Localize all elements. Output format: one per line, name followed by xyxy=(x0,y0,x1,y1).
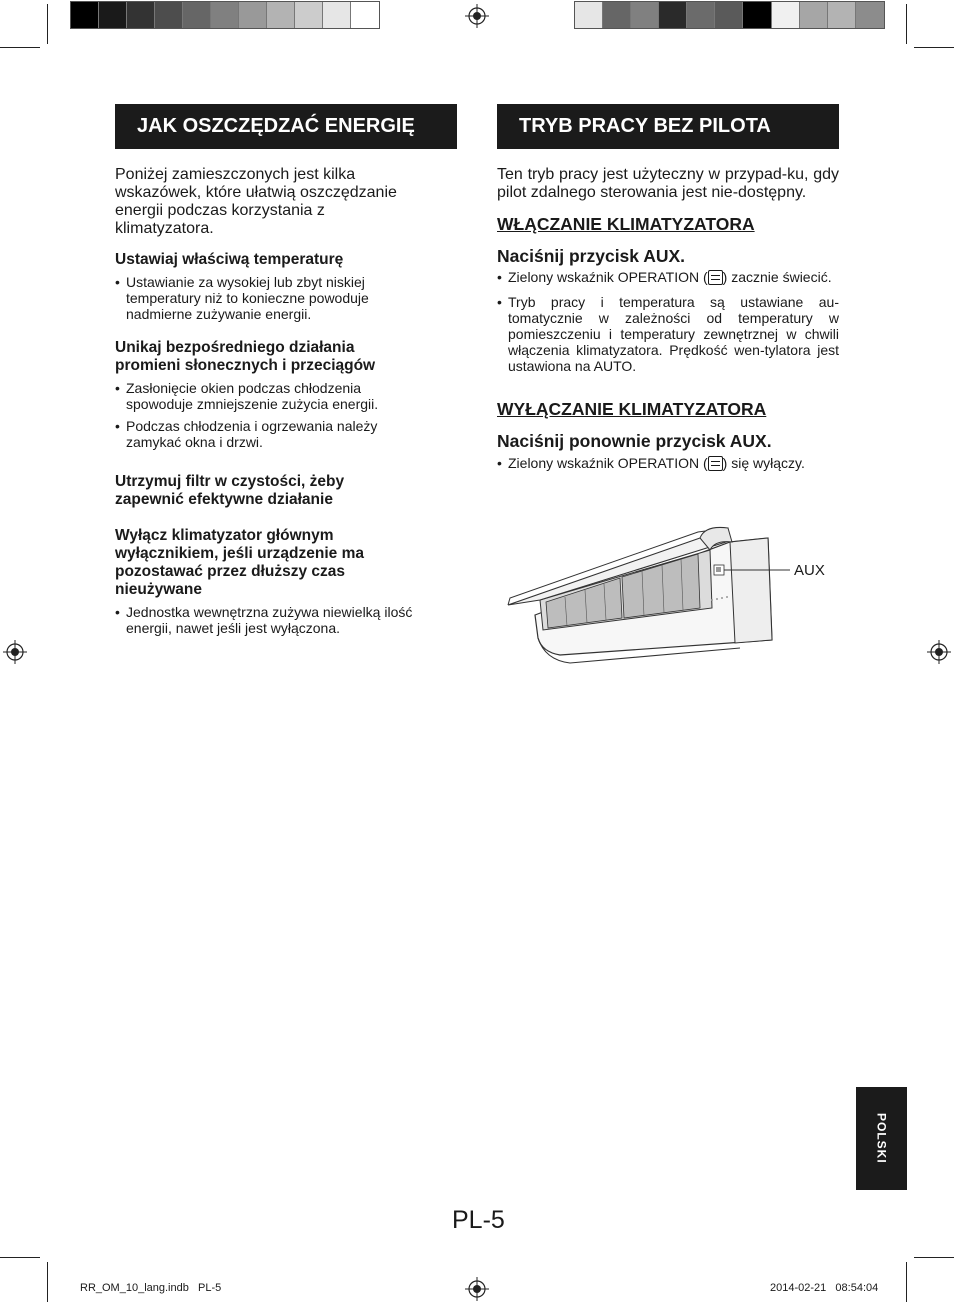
crop-mark xyxy=(914,47,954,48)
color-swatch xyxy=(631,2,659,28)
color-swatch xyxy=(772,2,800,28)
no-remote-mode-header: TRYB PRACY BEZ PILOTA xyxy=(497,104,839,149)
crop-mark xyxy=(0,1257,40,1258)
color-swatch xyxy=(687,2,715,28)
switch-on-heading: WŁĄCZANIE KLIMATYZATORA xyxy=(497,214,755,234)
crop-mark xyxy=(906,4,907,44)
energy-saving-section xyxy=(115,166,460,636)
color-swatch xyxy=(211,2,239,28)
color-swatch xyxy=(828,2,856,28)
crop-mark xyxy=(906,1262,907,1302)
color-swatch xyxy=(659,2,687,28)
color-swatch xyxy=(155,2,183,28)
color-swatch xyxy=(183,2,211,28)
color-swatch xyxy=(295,2,323,28)
footer-datetime: 2014-02-21 08:54:04 xyxy=(770,1282,879,1294)
registration-mark-icon xyxy=(465,1277,489,1301)
operation-indicator-icon xyxy=(708,456,723,471)
color-bar-right xyxy=(574,1,885,29)
registration-mark-icon xyxy=(927,640,951,664)
switch-on-instruction: Naciśnij przycisk AUX. xyxy=(497,246,686,266)
page-number: PL-5 xyxy=(452,1206,505,1234)
no-remote-intro: Ten tryb pracy jest użyteczny w przypad-ku, gdy pilot zdalnego sterowania jest nie-dostępny. xyxy=(497,166,839,201)
color-swatch xyxy=(99,2,127,28)
color-swatch xyxy=(239,2,267,28)
color-swatch xyxy=(351,2,379,28)
crop-mark xyxy=(47,4,48,44)
list-item: • Tryb pracy i temperatura są ustawiane au-tomatycznie w zależności od temperatury w pomieszczeniu i temperatury zewnętrznej w chwili włączenia klimatyzatora. Prędkość wen-tylatora jest ustawiona na AUTO. xyxy=(497,294,839,374)
no-remote-mode-section xyxy=(497,166,839,471)
list-item: • Jednostka wewnętrzna zużywa niewielką ilość energii, nawet jeśli jest wyłączona. xyxy=(115,604,460,636)
switch-off-heading: WYŁĄCZANIE KLIMATYZATORA xyxy=(497,399,767,419)
color-swatch xyxy=(267,2,295,28)
switch-on-list xyxy=(497,269,839,374)
crop-mark xyxy=(47,1262,48,1302)
aux-label: AUX xyxy=(794,562,825,579)
list-item: • Zasłonięcie okien podczas chłodzenia spowoduje zmniejszenie zużycia energii. xyxy=(115,380,460,412)
language-tab: POLSKI xyxy=(856,1087,907,1190)
energy-intro: Poniżej zamieszczonych jest kilka wskazówek, które ułatwią oszczędzanie energii podczas korzystania z klimatyzatora. xyxy=(115,166,397,237)
air-conditioner-illustration xyxy=(500,520,840,680)
tip-switch-off-title: Wyłącz klimatyzator głównym wyłącznikiem, jeśli urządzenie ma pozostawać przez dłuższy czas nieużywane xyxy=(115,527,364,598)
color-swatch xyxy=(71,2,99,28)
list-item: • Zielony wskaźnik OPERATION ( ) zacznie świecić. xyxy=(497,269,839,285)
tip-temperature-list xyxy=(115,274,460,322)
color-bar-left xyxy=(70,1,380,29)
color-swatch xyxy=(323,2,351,28)
color-swatch xyxy=(603,2,631,28)
tip-sunlight-list xyxy=(115,380,460,450)
color-swatch xyxy=(127,2,155,28)
switch-off-list xyxy=(497,455,839,471)
list-item: • Podczas chłodzenia i ogrzewania należy zamykać okna i drzwi. xyxy=(115,418,460,450)
color-swatch xyxy=(743,2,771,28)
registration-mark-icon xyxy=(465,4,489,28)
registration-mark-icon xyxy=(3,640,27,664)
operation-indicator-icon xyxy=(708,270,723,285)
footer-file: RR_OM_10_lang.indb PL-5 xyxy=(80,1282,222,1294)
switch-off-instruction: Naciśnij ponownie przycisk AUX. xyxy=(497,431,772,451)
color-swatch xyxy=(800,2,828,28)
color-swatch xyxy=(715,2,743,28)
tip-sunlight-title: Unikaj bezpośredniego działania promieni słonecznych i przeciągów xyxy=(115,339,376,374)
crop-mark xyxy=(0,47,40,48)
energy-saving-header: JAK OSZCZĘDZAĆ ENERGIĘ xyxy=(115,104,457,149)
crop-mark xyxy=(914,1257,954,1258)
tip-filter-title: Utrzymuj filtr w czystości, żeby zapewnić efektywne działanie xyxy=(115,473,345,508)
list-item: • Zielony wskaźnik OPERATION ( ) się wyłączy. xyxy=(497,455,839,471)
tip-temperature-title: Ustawiaj właściwą temperaturę xyxy=(115,251,344,268)
tip-switch-off-list xyxy=(115,604,460,636)
color-swatch xyxy=(575,2,603,28)
color-swatch xyxy=(856,2,884,28)
list-item: • Ustawianie za wysokiej lub zbyt niskiej temperatury niż to konieczne powoduje nadmierne zużywanie energii. xyxy=(115,274,460,322)
